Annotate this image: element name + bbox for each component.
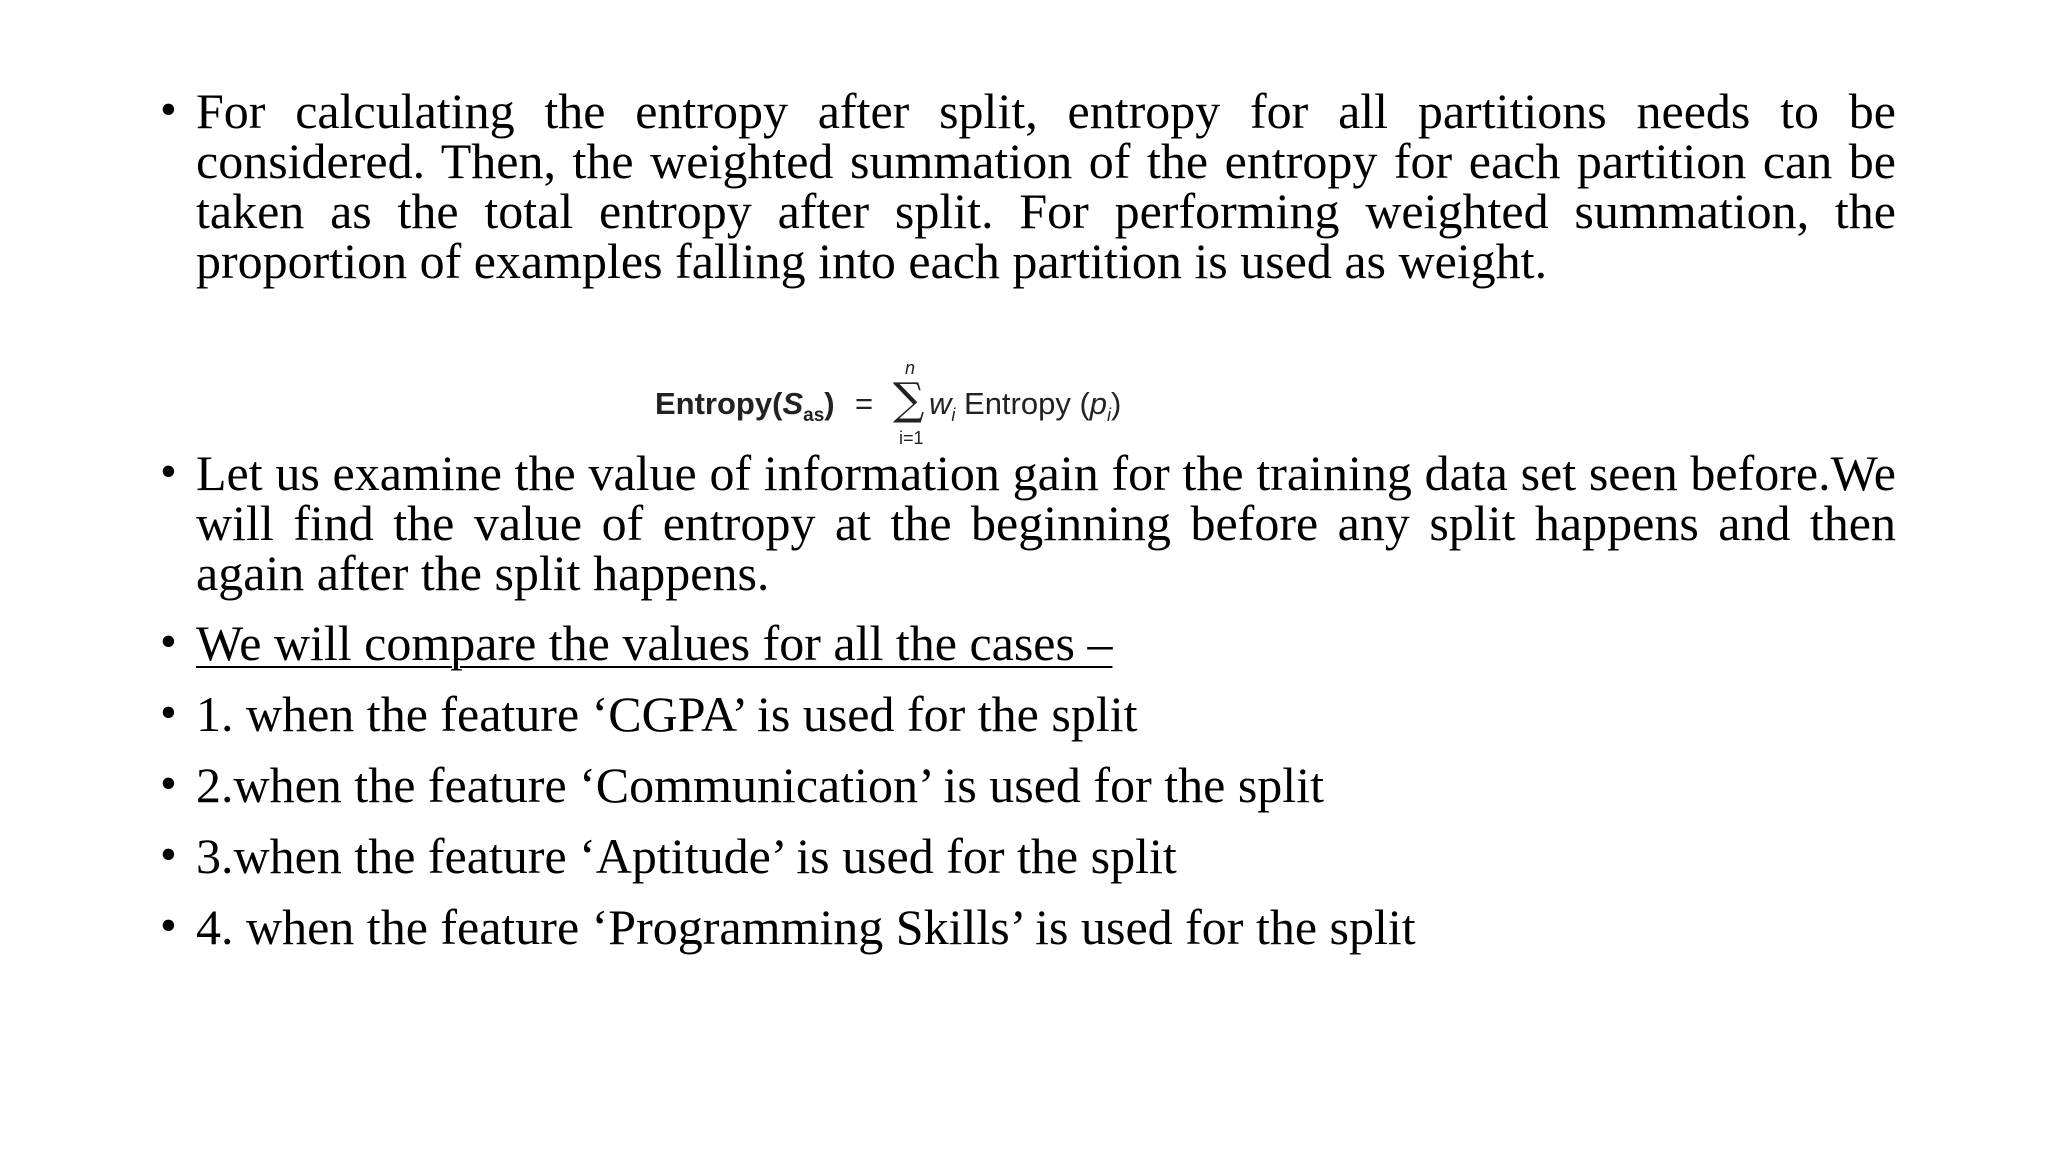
- bullet: •: [160, 757, 177, 810]
- bullet: •: [160, 828, 177, 881]
- case-item-aptitude: 3.when the feature ‘Aptitude’ is used for the split: [196, 828, 1177, 884]
- paragraph-entropy-after-split: For calculating the entropy after split, entropy for all partitions needs to be considered. Then, the weighted summation of the entropy for each partition can be taken as the total entropy after split. For performing weighted summation, the proportion of examples falling into each partition is used as weight.: [196, 83, 1896, 289]
- case-item-cgpa: 1. when the feature ‘CGPA’ is used for the split: [196, 686, 1138, 742]
- bullet: •: [160, 686, 177, 739]
- bullet: •: [160, 899, 177, 952]
- compare-heading: We will compare the values for all the cases –: [196, 615, 1113, 671]
- formula-rhs: $w_i$ Entropy $(p_i)$: [929, 386, 1122, 426]
- bullet: •: [160, 83, 177, 136]
- formula-lower-limit: i=1: [899, 428, 924, 448]
- sigma-symbol: ∑: [893, 374, 925, 425]
- paragraph-information-gain: Let us examine the value of information gain for the training data set seen before.We will find the value of entropy at the beginning before any split happens and then again after the split happens.: [196, 445, 1896, 601]
- bullet: •: [160, 445, 177, 498]
- case-item-communication: 2.when the feature ‘Communication’ is used for the split: [196, 757, 1324, 813]
- bullet: •: [160, 615, 177, 668]
- case-item-programming-skills: 4. when the feature ‘Programming Skills’ is used for the split: [196, 899, 1416, 955]
- formula-equals: =: [855, 386, 874, 421]
- formula-upper-limit: n: [905, 358, 916, 378]
- formula-lhs: $Entropy(S_{as})$: [655, 386, 835, 427]
- entropy-formula: [655, 358, 1165, 458]
